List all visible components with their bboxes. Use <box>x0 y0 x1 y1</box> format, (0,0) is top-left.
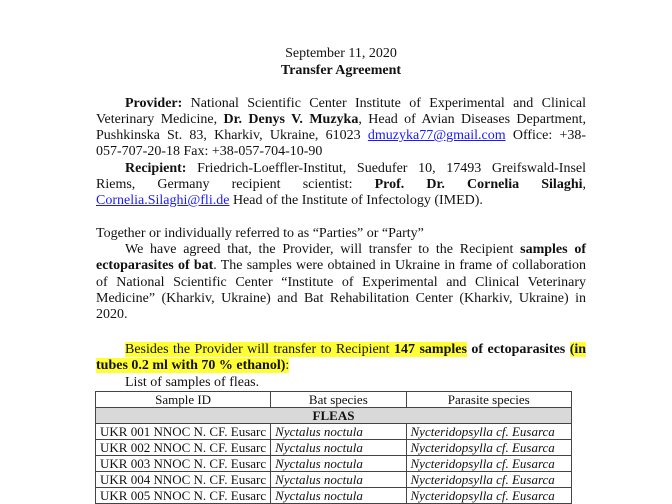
transfer-line-2 <box>96 358 586 374</box>
recipient-name-word: Cornelia <box>467 177 520 192</box>
recipient-word: scientist: <box>302 177 353 192</box>
samples-table <box>95 391 572 504</box>
recipient-word: Riems, <box>96 177 136 192</box>
parasite-species-cell: Nycteridopsylla cf. Eusarca <box>406 488 571 504</box>
table-section-row <box>96 408 572 424</box>
provider-position: , Head of Avian Diseases Department, <box>358 112 587 127</box>
sample-id-cell: UKR 001 NNOC N. CF. Eusarc <box>96 424 271 440</box>
transfer-bold: of ectoparasites <box>471 342 566 357</box>
agreement-line-2 <box>96 258 586 274</box>
parasite-species-cell: Nycteridopsylla cf. Eusarca <box>406 456 571 472</box>
agreement-bold: samples of <box>520 242 586 257</box>
recipient-email-link[interactable]: Cornelia.Silaghi@fli.de <box>96 193 230 208</box>
bat-species-cell: Nyctalus noctula <box>271 488 406 504</box>
bat-species-cell: Nyctalus noctula <box>271 472 406 488</box>
recipient-comma: , <box>582 177 586 192</box>
sample-id-cell: UKR 003 NNOC N. CF. Eusarc <box>96 456 271 472</box>
section-label-fleas: FLEAS <box>96 408 572 424</box>
parties-line: Together or individually referred to as “Parties” or “Party” <box>96 226 424 241</box>
table-row <box>96 456 572 472</box>
parasite-species-cell: Nycteridopsylla cf. Eusarca <box>406 424 571 440</box>
provider-email-link[interactable]: dmuzyka77@gmail.com <box>367 128 506 143</box>
agreement-bold: ectoparasites of bat <box>96 258 214 273</box>
transfer-bold-highlighted: (in <box>569 342 587 357</box>
recipient-position: Head of the Institute of Infectology (IMED). <box>232 193 483 208</box>
provider-label: Provider: <box>125 96 183 111</box>
list-caption: List of samples of fleas. <box>125 375 260 390</box>
provider-office: Office: +38- <box>512 128 587 143</box>
agreement-text: . The samples were obtained in Ukraine in frame of collaboration <box>213 258 586 273</box>
document-title: Transfer Agreement <box>280 63 402 78</box>
recipient-institution: Friedrich-Loeffler-Institut, Suedufer 10, 17493 Greifswald-Insel <box>197 161 587 176</box>
recipient-name-word: Silaghi <box>541 177 583 192</box>
provider-address: Pushkinska St. 83, Kharkiv, Ukraine, 61023 <box>96 128 361 143</box>
sample-id-cell: UKR 002 NNOC N. CF. Eusarc <box>96 440 271 456</box>
transfer-line-1 <box>96 342 586 358</box>
recipient-word: recipient <box>231 177 281 192</box>
transfer-colon: : <box>285 358 290 373</box>
sample-id-cell: UKR 005 NNOC N. CF. Eusarc <box>96 488 271 504</box>
provider-name: Dr. Denys V. Muzyka <box>223 112 359 127</box>
recipient-line-3 <box>96 193 586 209</box>
agreement-line-4: Medicine” (Kharkiv, Ukraine) and Bat Rehabilitation Center (Kharkiv, Ukraine) in <box>96 291 586 306</box>
recipient-name-word: Prof. <box>374 177 405 192</box>
table-row <box>96 440 572 456</box>
agreement-line-1 <box>96 242 586 258</box>
provider-line-4: 057-707-20-18 Fax: +38-057-704-10-90 <box>96 144 323 159</box>
agreement-line-5: 2020. <box>96 307 128 322</box>
recipient-name-word: Dr. <box>426 177 445 192</box>
provider-line-1 <box>96 96 586 112</box>
parasite-species-cell: Nycteridopsylla cf. Eusarca <box>406 472 571 488</box>
transfer-count-highlighted: 147 samples <box>394 342 467 357</box>
agreement-line-3: of National Scientific Center “Institute of Experimental and Clinical Veterinary <box>96 275 586 290</box>
bat-species-cell: Nyctalus noctula <box>271 456 406 472</box>
parasite-species-cell: Nycteridopsylla cf. Eusarca <box>406 440 571 456</box>
table-row <box>96 472 572 488</box>
provider-institution: National Scientific Center Institute of Experimental and Clinical <box>190 96 587 111</box>
transfer-text-highlighted: Besides the Provider will transfer to Recipient <box>125 342 390 357</box>
recipient-word: Germany <box>157 177 210 192</box>
recipient-line-2 <box>96 177 586 193</box>
provider-text: Veterinary Medicine, <box>96 112 218 127</box>
bat-species-cell: Nyctalus noctula <box>271 424 406 440</box>
column-header-bat-species: Bat species <box>271 392 406 408</box>
provider-line-3 <box>96 128 586 144</box>
transfer-bold-highlighted: tubes 0.2 ml with 70 % ethanol) <box>96 358 286 373</box>
table-header-row <box>96 392 572 408</box>
recipient-label: Recipient: <box>125 161 187 176</box>
recipient-line-1 <box>96 161 586 177</box>
column-header-parasite-species: Parasite species <box>406 392 571 408</box>
sample-id-cell: UKR 004 NNOC N. CF. Eusarc <box>96 472 271 488</box>
column-header-sample-id: Sample ID <box>96 392 271 408</box>
agreement-text: We have agreed that, the Provider, will transfer to the Recipient <box>125 242 514 257</box>
document-date: September 11, 2020 <box>285 46 397 61</box>
table-row <box>96 488 572 504</box>
table-row <box>96 424 572 440</box>
bat-species-cell: Nyctalus noctula <box>271 440 406 456</box>
provider-line-2 <box>96 112 586 128</box>
